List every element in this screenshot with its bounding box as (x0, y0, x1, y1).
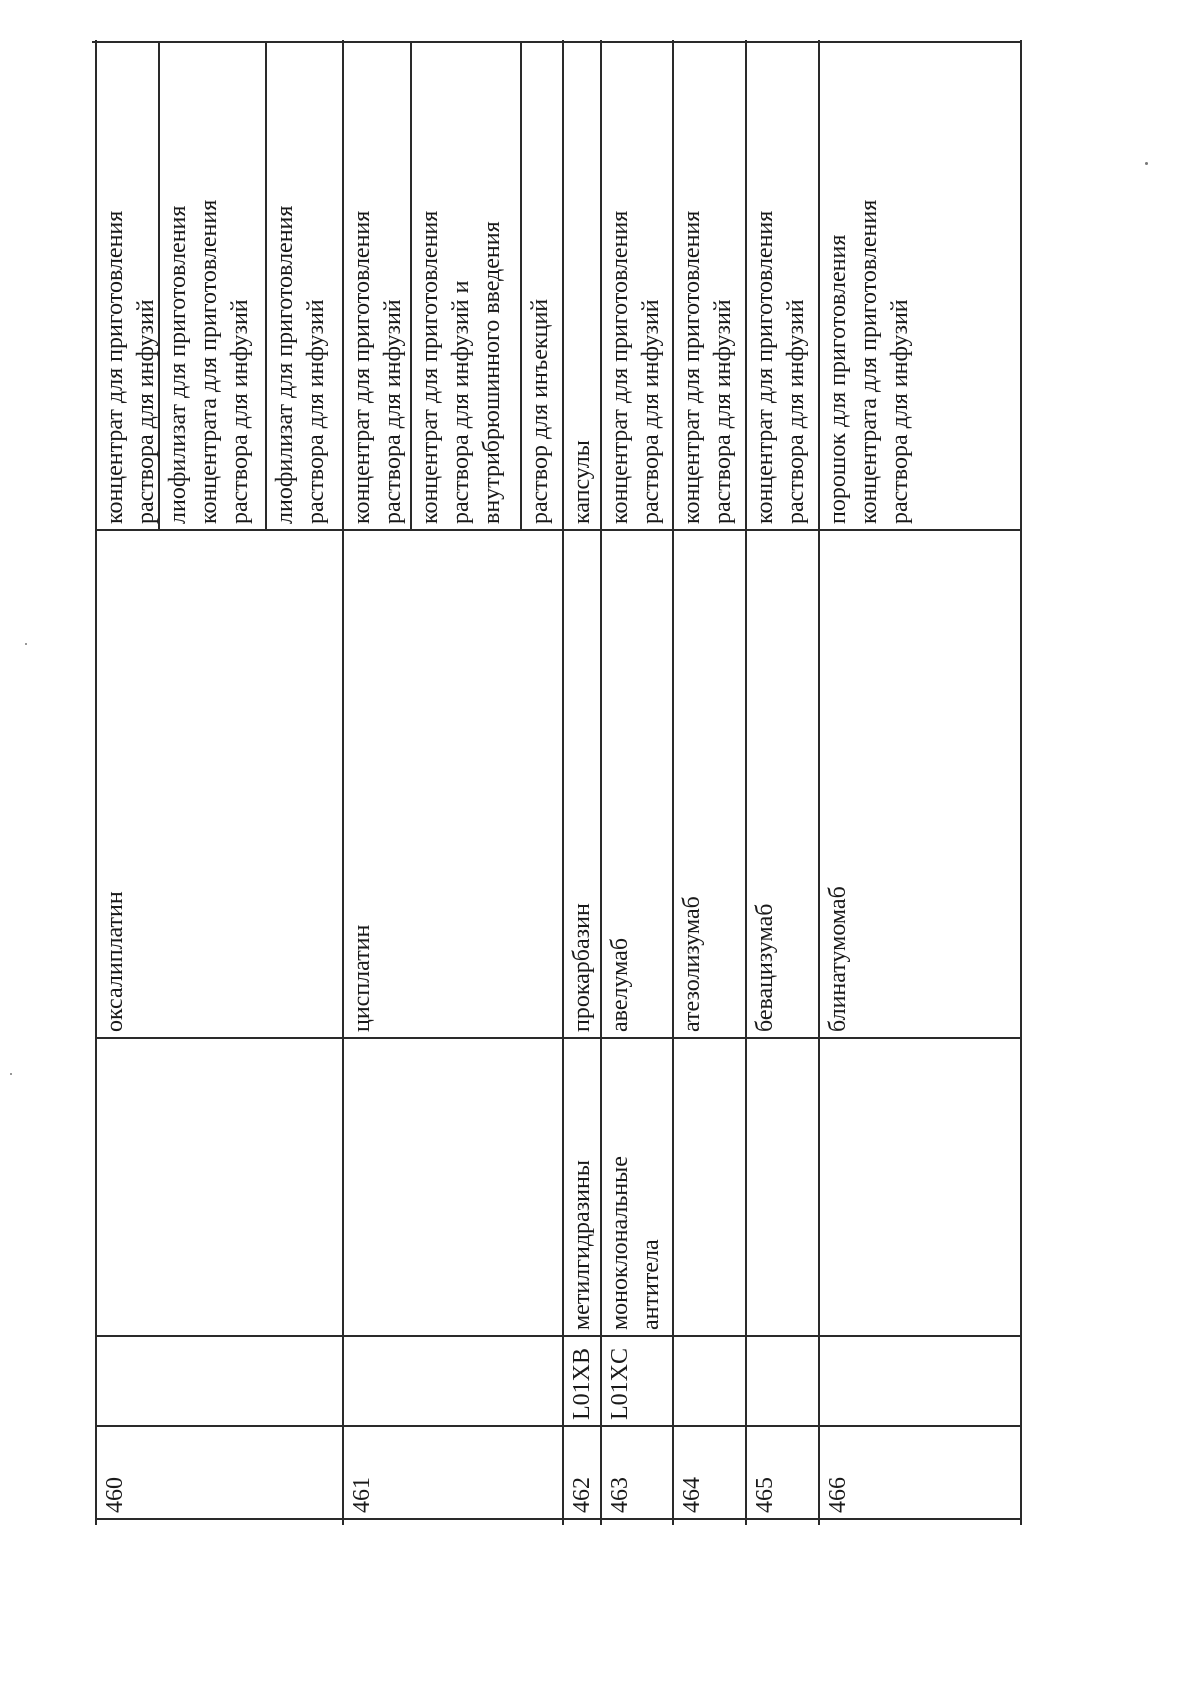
dosage-form-line: лиофилизат для приготовления (272, 205, 298, 524)
dosage-form-line: концентрата для приготовления (856, 199, 882, 524)
row-divider (672, 40, 674, 1525)
dosage-form-line: лиофилизат для приготовления (165, 205, 191, 524)
atc-code: L01XC (607, 1348, 633, 1420)
dosage-form (270, 206, 332, 524)
dosage-form-line: концентрат для приготовления (102, 210, 128, 524)
dosage-form (100, 211, 162, 524)
pharm-group (605, 1156, 667, 1330)
dosage-form (567, 440, 598, 524)
dosage-form-line: капсулы (569, 440, 595, 524)
dosage-form-line: концентрат для приготовления (349, 210, 375, 524)
dosage-form (677, 211, 739, 524)
dosage-form-line: порошок для приготовления (825, 234, 851, 524)
row-number: 466 (825, 1477, 851, 1513)
col-border-num (95, 1518, 1020, 1520)
dosage-form-line: внутрибрюшинного введения (479, 221, 505, 524)
row-divider (342, 40, 344, 1525)
dosage-form (347, 211, 409, 524)
dosage-form-line: раствора для инфузий (380, 299, 406, 524)
drug-name: прокарбазин (569, 903, 595, 1032)
subrow-divider (265, 41, 267, 531)
row-bottom-border (1020, 40, 1022, 1525)
dosage-form-line: раствора для инфузий (783, 299, 809, 524)
drug-name: бевацизумаб (752, 903, 778, 1032)
dosage-form-line: раствора для инфузий (227, 299, 253, 524)
drug-name: атезолизумаб (679, 896, 705, 1032)
dosage-form-line: раствора для инфузий (710, 299, 736, 524)
col-border-atc (95, 1425, 1020, 1427)
dosage-form (750, 211, 812, 524)
dosage-form-line: раствора для инфузий (133, 299, 159, 524)
dosage-form-line: концентрат для приготовления (417, 210, 443, 524)
row-number: 462 (569, 1477, 595, 1513)
drug-name: цисплатин (349, 924, 375, 1032)
dosage-form-line: концентрат для приготовления (752, 210, 778, 524)
row-number: 460 (102, 1477, 128, 1513)
pharm-group-line: антитела (638, 1239, 664, 1330)
dosage-form-line: концентрата для приготовления (196, 199, 222, 524)
row-divider (745, 40, 747, 1525)
scan-speck (25, 643, 27, 645)
dosage-form (525, 299, 556, 524)
row-number: 464 (679, 1477, 705, 1513)
drug-name: авелумаб (607, 937, 633, 1032)
dosage-form (415, 211, 508, 524)
col-border-atc-group (95, 1335, 1020, 1337)
dosage-form-line: раствора для инфузий (303, 299, 329, 524)
col-border-right (92, 41, 1022, 43)
dosage-form (823, 200, 916, 524)
row-divider (562, 40, 564, 1525)
subrow-divider (410, 41, 412, 531)
scan-speck (1145, 162, 1148, 165)
drug-name: оксалиплатин (102, 891, 128, 1032)
pharm-group (567, 1160, 598, 1330)
subrow-divider (520, 41, 522, 531)
col-border-name (95, 529, 1020, 531)
row-divider (600, 40, 602, 1525)
row-number: 461 (349, 1477, 375, 1513)
row-number: 463 (607, 1477, 633, 1513)
pharm-group-line: метилгидразины (569, 1160, 595, 1330)
dosage-form-line: концентрат для приготовления (679, 210, 705, 524)
drug-name: блинатумомаб (825, 886, 851, 1032)
row-number: 465 (752, 1477, 778, 1513)
row-top-border (95, 40, 97, 1525)
dosage-form (605, 211, 667, 524)
atc-code: L01XB (569, 1348, 595, 1420)
dosage-form (163, 200, 256, 524)
dosage-form-line: концентрат для приготовления (607, 210, 633, 524)
scan-speck (10, 1073, 12, 1075)
dosage-form-line: раствора для инфузий (887, 299, 913, 524)
dosage-form-line: раствор для инъекций (527, 298, 553, 524)
dosage-form-line: раствора для инфузий и (448, 280, 474, 524)
dosage-form-line: раствора для инфузий (638, 299, 664, 524)
pharm-group-line: моноклональные (607, 1156, 633, 1330)
row-divider (818, 40, 820, 1525)
col-border-group (95, 1037, 1020, 1039)
